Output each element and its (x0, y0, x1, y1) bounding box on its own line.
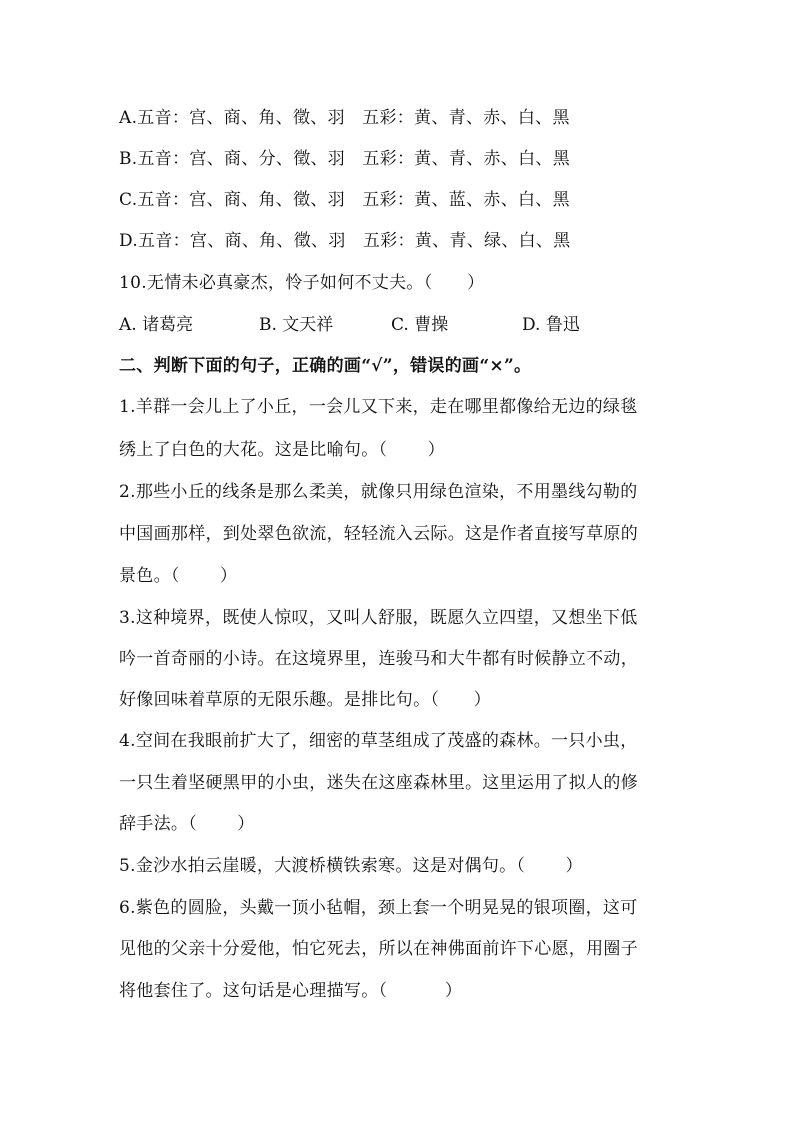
q9-option-c: C.五音：宫、商、角、徵、羽 五彩：黄、蓝、赤、白、黑 (119, 190, 570, 210)
s2-line-5: 景色。（ ） (119, 566, 238, 586)
q9-option-b: B.五音：宫、商、分、徵、羽 五彩：黄、青、赤、白、黑 (119, 149, 570, 169)
s2-line-10: 一只生着坚硬黑甲的小虫，迷失在这座森林里。这里运用了拟人的修 (119, 773, 638, 793)
s2-line-3: 2.那些小丘的线条是那么柔美，就像只用绿色渲染，不用墨线勾勒的 (119, 482, 638, 502)
s2-line-15: 将他套住了。这句话是心理描写。（ ） (119, 981, 463, 1001)
s2-line-4: 中国画那样，到处翠色欲流，轻轻流入云际。这是作者直接写草原的 (119, 524, 638, 544)
q10-option-b: B. 文天祥 (259, 315, 334, 335)
q10-option-c: C. 曹操 (391, 315, 449, 335)
q10-option-d: D. 鲁迅 (522, 315, 580, 335)
q9-option-d: D.五音：宫、商、角、徵、羽 五彩：黄、青、绿、白、黑 (119, 231, 571, 251)
q10-stem: 10.无情未必真豪杰，怜子如何不丈夫。（ ） (119, 273, 485, 293)
s2-line-1: 1.羊群一会儿上了小丘，一会儿又下来，走在哪里都像给无边的绿毯 (119, 397, 638, 417)
s2-line-11: 辞手法。（ ） (119, 814, 255, 834)
s2-line-12: 5.金沙水拍云崖暖，大渡桥横铁索寒。这是对偶句。（ ） (119, 856, 583, 876)
s2-line-7: 吟一首奇丽的小诗。在这境界里，连骏马和大牛都有时候静立不动， (119, 649, 638, 669)
s2-line-2: 绣上了白色的大花。这是比喻句。（ ） (119, 440, 445, 460)
s2-line-13: 6.紫色的圆脸，头戴一顶小毡帽，颈上套一个明晃晃的银项圈，这可 (119, 898, 638, 918)
section2-heading: 二、判断下面的句子，正确的画“√”，错误的画“×”。 (119, 356, 532, 376)
q10-option-a: A. 诸葛亮 (119, 315, 194, 335)
q9-option-a: A.五音：宫、商、角、徵、羽 五彩：黄、青、赤、白、黑 (119, 108, 570, 128)
s2-line-14: 见他的父亲十分爱他，怕它死去，所以在神佛面前许下心愿，用圈子 (119, 939, 638, 959)
s2-line-6: 3.这种境界，既使人惊叹，又叫人舒服，既愿久立四望，又想坐下低 (119, 608, 638, 628)
s2-line-8: 好像回味着草原的无限乐趣。是排比句。（ ） (119, 690, 492, 710)
s2-line-9: 4.空间在我眼前扩大了，细密的草茎组成了茂盛的森林。一只小虫， (119, 731, 638, 751)
